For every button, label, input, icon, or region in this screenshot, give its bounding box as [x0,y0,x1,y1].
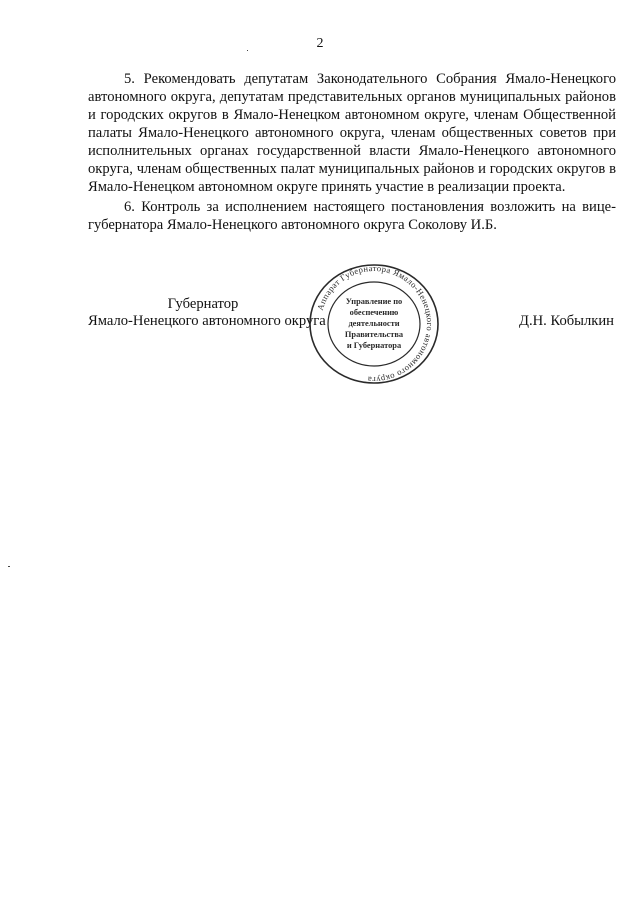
signatory-title: Губернатор [167,296,239,312]
scan-speck [247,50,248,51]
signature-block [88,296,328,330]
signatory-name: Д.Н. Кобылкин [519,313,614,329]
seal-line-1: Управление по [345,297,403,306]
document-body [88,70,616,236]
seal-line-3: деятельности [348,319,400,328]
seal-line-4: Правительства [344,330,404,339]
official-seal [307,262,441,386]
scan-speck [8,566,10,567]
signatory-office: Ямало-Ненецкого автономного округа [88,313,326,329]
seal-line-2: обеспечению [349,308,399,317]
seal-line-5: и Губернатора [346,341,402,350]
paragraph-5: 5. Рекомендовать депутатам Законодательного Собрания Ямало-Ненецкого автономного округа, депутатам представительных органов муниципальных районов и городских округов в Ямало-Ненецком автономном округе, членам Общественной палаты Ямало-Ненецкого автономного округа, членам общественных советов при исполнительных органах государственной власти Ямало-Ненецкого автономного округа, членам общественных палат муниципальных районов и городских округов в Ямало-Ненецком автономном округе принять участие в реализации проекта. [88,71,616,195]
page-number: 2 [316,36,324,51]
seal-center-text [345,297,404,350]
seal-ring-text: Аппарат Губернатора Ямало-Ненецкого автономного округа [314,262,436,386]
paragraph-6: 6. Контроль за исполнением настоящего постановления возложить на вице-губернатора Ямало-Ненецкого автономного округа Соколову И.Б. [88,199,616,233]
